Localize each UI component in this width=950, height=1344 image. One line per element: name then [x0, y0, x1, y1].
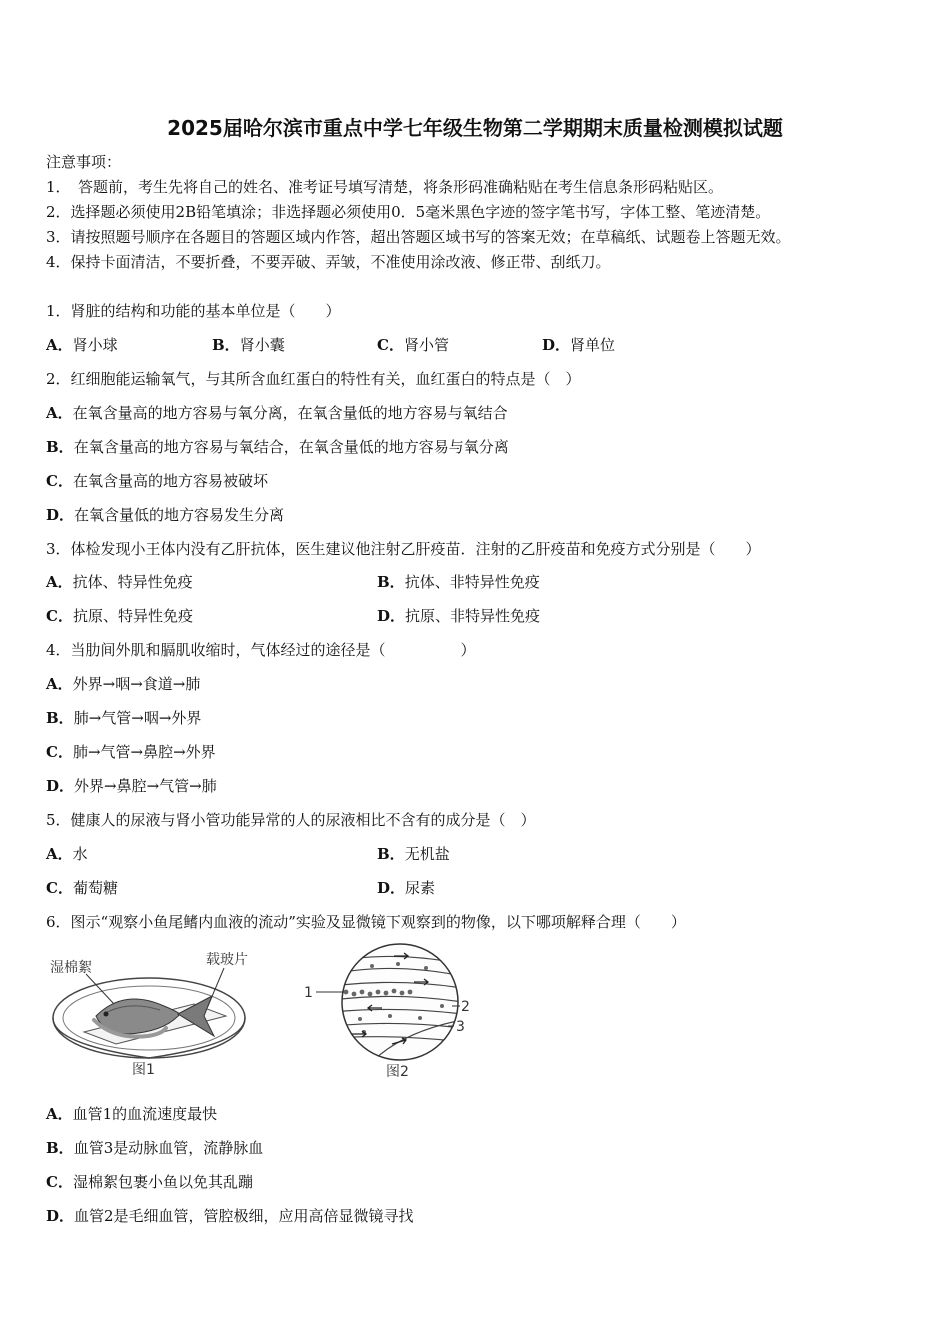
option [46, 776, 217, 796]
option [377, 844, 450, 864]
option-text: 在氧含量高的地方容易与氧分离，在氧含量低的地方容易与氧结合 [72, 404, 508, 422]
option-letter: B． [212, 336, 240, 354]
option [46, 1206, 414, 1226]
option-text: 血管2是毛细血管，管腔极细，应用高倍显微镜寻找 [74, 1207, 414, 1225]
option-letter: A． [46, 1105, 73, 1123]
option-letter: A． [46, 573, 73, 591]
option [46, 742, 216, 762]
option-letter: B． [377, 573, 405, 591]
option-text: 在氧含量低的地方容易发生分离 [74, 506, 285, 524]
question-stem: 2．红细胞能运输氧气，与其所含血红蛋白的特性有关，血红蛋白的特点是（ ） [46, 370, 581, 388]
option [377, 606, 540, 626]
figure-2-label-1: 1 [304, 985, 313, 1001]
figure-2-caption: 图2 [386, 1064, 409, 1080]
option [46, 844, 88, 864]
option-text: 抗体、特异性免疫 [72, 573, 193, 591]
option-letter: B． [46, 438, 74, 456]
figure-2-microscope-view [302, 942, 482, 1082]
option-letter: A． [46, 336, 73, 354]
option [377, 878, 435, 898]
option-text: 血管3是动脉血管，流静脉血 [73, 1139, 264, 1157]
notice-item: 4．保持卡面清洁，不要折叠，不要弄破、弄皱，不准使用涂改液、修正带、刮纸刀。 [46, 253, 611, 271]
option-text: 血管1的血流速度最快 [72, 1105, 218, 1123]
question-stem: 6．图示“观察小鱼尾鳍内血液的流动”实验及显微镜下观察到的物像，以下哪项解释合理（ ） [46, 913, 686, 931]
option-text: 葡萄糖 [72, 879, 118, 897]
option-letter: C． [46, 879, 73, 897]
option-text: 抗原、非特异性免疫 [405, 607, 541, 625]
option-letter: B． [46, 1139, 74, 1157]
option-letter: B． [46, 709, 74, 727]
option [46, 1104, 217, 1124]
option-text: 外界→鼻腔→气管→肺 [74, 777, 217, 795]
figure-1-label-slide: 载玻片 [206, 952, 248, 968]
option-text: 在氧含量高的地方容易与氧结合，在氧含量低的地方容易与氧分离 [73, 438, 509, 456]
option-letter: C． [46, 472, 73, 490]
option [377, 335, 449, 355]
option-text: 水 [72, 845, 88, 863]
option [212, 335, 285, 355]
option-text: 外界→咽→食道→肺 [72, 675, 201, 693]
question-stem: 3．体检发现小王体内没有乙肝抗体，医生建议他注射乙肝疫苗．注射的乙肝疫苗和免疫方式分别是（ ） [46, 540, 761, 558]
option [46, 335, 118, 355]
option-letter: B． [377, 845, 405, 863]
option-text: 肾单位 [570, 336, 616, 354]
option [542, 335, 615, 355]
option-text: 无机盐 [404, 845, 450, 863]
notice-item: 1． 答题前，考生先将自己的姓名、准考证号填写清楚，将条形码准确粘贴在考生信息条形码粘贴区。 [46, 178, 724, 196]
option [46, 437, 509, 457]
option-text: 肺→气管→鼻腔→外界 [72, 743, 216, 761]
option [46, 878, 118, 898]
option-letter: D． [377, 607, 406, 625]
option-letter: C． [46, 1173, 73, 1191]
option-text: 抗原、特异性免疫 [72, 607, 193, 625]
option [46, 403, 508, 423]
option [46, 572, 193, 592]
figure-1-fish-dish [44, 944, 254, 1080]
option-letter: D． [46, 1207, 75, 1225]
option-text: 尿素 [405, 879, 436, 897]
option [377, 572, 540, 592]
figure-2-label-3: 3 [456, 1019, 465, 1035]
option-letter: C． [46, 607, 73, 625]
option-letter: D． [377, 879, 406, 897]
option [46, 471, 268, 491]
option-text: 抗体、非特异性免疫 [404, 573, 540, 591]
figure-1-caption: 图1 [132, 1062, 155, 1078]
option-letter: C． [46, 743, 73, 761]
option-text: 肾小囊 [239, 336, 285, 354]
option-text: 肺→气管→咽→外界 [73, 709, 202, 727]
notice-heading: 注意事项： [46, 153, 122, 171]
option-text: 在氧含量高的地方容易被破坏 [72, 472, 268, 490]
option-letter: A． [46, 675, 73, 693]
option-letter: D． [542, 336, 571, 354]
option [46, 1138, 263, 1158]
question-stem: 1．肾脏的结构和功能的基本单位是（ ） [46, 302, 341, 320]
figure-2-label-2: 2 [461, 999, 470, 1015]
option [46, 708, 201, 728]
option [46, 674, 200, 694]
option-text: 湿棉絮包裹小鱼以免其乱蹦 [72, 1173, 253, 1191]
notice-item: 3．请按照题号顺序在各题目的答题区域内作答，超出答题区域书写的答案无效；在草稿纸、试题卷上答题无效。 [46, 228, 791, 246]
option-text: 肾小球 [72, 336, 118, 354]
question-stem: 4．当肋间外肌和膈肌收缩时，气体经过的途径是（ ） [46, 641, 476, 659]
option-letter: A． [46, 845, 73, 863]
question-stem: 5．健康人的尿液与肾小管功能异常的人的尿液相比不含有的成分是（ ） [46, 811, 536, 829]
option-letter: D． [46, 777, 75, 795]
option-letter: C． [377, 336, 404, 354]
notice-item: 2．选择题必须使用2B铅笔填涂；非选择题必须使用0．5毫米黑色字迹的签字笔书写，字体工整、笔迹清楚。 [46, 203, 771, 221]
option [46, 505, 284, 525]
option [46, 606, 193, 626]
figure-1-label-cotton: 湿棉絮 [50, 960, 92, 976]
option-text: 肾小管 [403, 336, 449, 354]
option-letter: A． [46, 404, 73, 422]
option [46, 1172, 253, 1192]
option-letter: D． [46, 506, 75, 524]
page-title: 2025届哈尔滨市重点中学七年级生物第二学期期末质量检测模拟试题 [167, 116, 783, 140]
